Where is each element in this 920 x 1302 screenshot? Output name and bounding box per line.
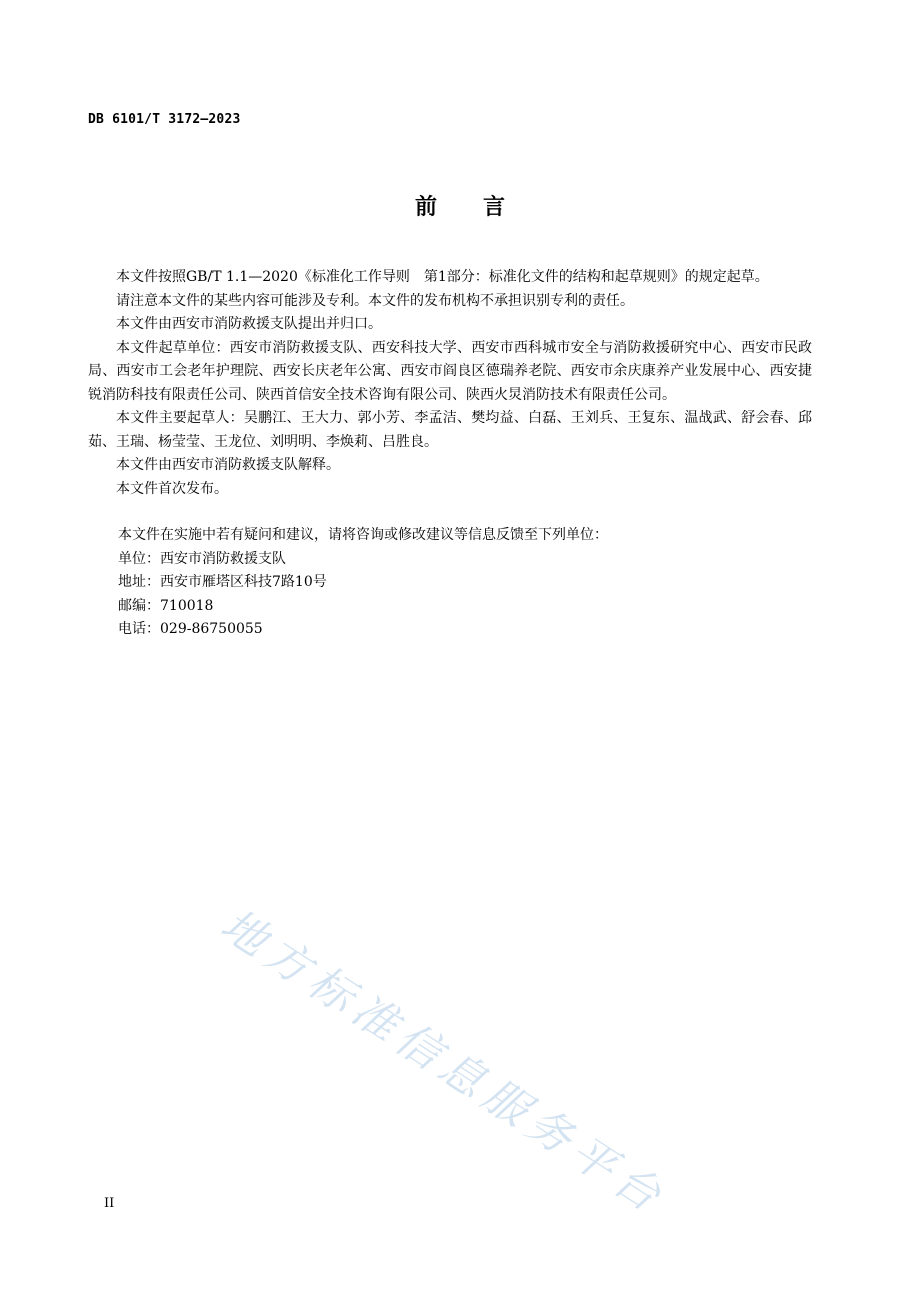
- paragraph-drafters: 本文件主要起草人：吴鹏江、王大力、郭小芳、李孟洁、樊均益、白磊、王刘兵、王复东、温战武、舒会春、邱茹、王瑞、杨莹莹、王龙位、刘明明、李焕莉、吕胜良。: [88, 410, 812, 450]
- foreword-body: [88, 266, 812, 642]
- paragraph-first-release: 本文件首次发布。: [116, 480, 228, 497]
- paragraph-patent-notice: 请注意本文件的某些内容可能涉及专利。本文件的发布机构不承担识别专利的责任。: [116, 292, 634, 309]
- page-number: II: [104, 1196, 115, 1211]
- section-spacer: [88, 501, 812, 524]
- page-title: [0, 190, 920, 221]
- paragraph-proposer: 本文件由西安市消防救援支队提出并归口。: [116, 316, 382, 332]
- title-char-1: 前: [414, 195, 437, 220]
- paragraph-standard-basis: 本文件按照GB/T 1.1—2020《标准化工作导则 第1部分：标准化文件的结构和起草规则》的规定起草。: [116, 269, 769, 285]
- document-code: DB 6101/T 3172—2023: [88, 112, 241, 127]
- paragraph-drafting-units: 本文件起草单位：西安市消防救援支队、西安科技大学、西安市西科城市安全与消防救援研究中心、西安市民政局、西安市工会老年护理院、西安长庆老年公寓、西安市阎良区德瑞养老院、西安市余庆康养产业发展中心、西安捷锐消防科技有限责任公司、陕西首信安全技术咨询有限公司、陕西火炅消防技术有限责任公司。: [88, 339, 812, 403]
- contact-phone: 电话：029-86750055: [118, 621, 263, 637]
- title-char-2: 言: [483, 195, 506, 220]
- contact-address: 地址：西安市雁塔区科技7路10号: [118, 574, 327, 590]
- contact-postcode: 邮编：710018: [118, 597, 214, 614]
- contact-unit: 单位：西安市消防救援支队: [118, 550, 286, 567]
- watermark-text: 地方标准信息服务平台: [211, 899, 676, 1226]
- contact-intro: 本文件在实施中若有疑问和建议，请将咨询或修改建议等信息反馈至下列单位：: [118, 527, 608, 543]
- paragraph-interpretation: 本文件由西安市消防救援支队解释。: [116, 457, 340, 473]
